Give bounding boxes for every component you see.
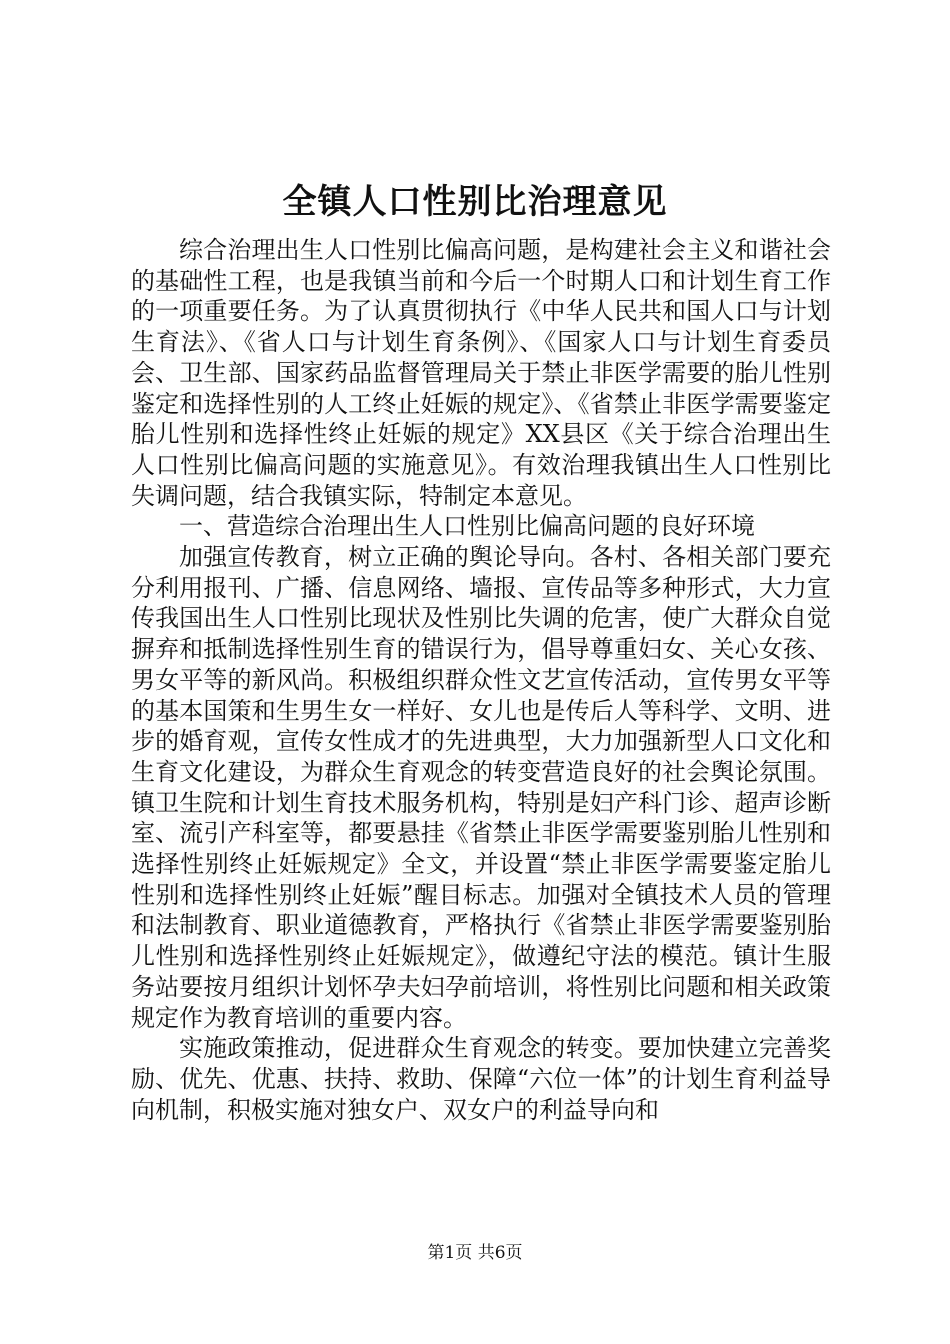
document-body (131, 235, 831, 1125)
paragraph-intro: 综合治理出生人口性别比偏高问题，是构建社会主义和谐社会的基础性工程，也是我镇当前和今后一个时期人口和计划生育工作的一项重要任务。为了认真贯彻执行《中华人民共和国人口与计划生育法》、《省人口与计划生育条例》、《国家人口与计划生育委员会、卫生部、国家药品监督管理局关于禁止非医学需要的胎儿性别鉴定和选择性别的人工终止妊娠的规定》、《省禁止非医学需要鉴定胎儿性别和选择性终止妊娠的规定》XX县区《关于综合治理出生人口性别比偏高问题的实施意见》。有效治理我镇出生人口性别比失调问题，结合我镇实际，特制定本意见。 (131, 236, 831, 510)
document-title: 全镇人口性别比治理意见 (282, 182, 668, 222)
paragraph-publicity: 加强宣传教育，树立正确的舆论导向。各村、各相关部门要充分利用报刊、广播、信息网络、墙报、宣传品等多种形式，大力宣传我国出生人口性别比现状及性别比失调的危害，使广大群众自觉摒弃和抵制选择性别生育的错误行为，倡导尊重妇女、关心女孩、男女平等的新风尚。积极组织群众性文艺宣传活动，宣传男女平等的基本国策和生男生女一样好、女儿也是传后人等科学、文明、进步的婚育观，宣传女性成才的先进典型，大力加强新型人口文化和生育文化建设，为群众生育观念的转变营造良好的社会舆论氛围。镇卫生院和计划生育技术服务机构，特别是妇产科门诊、超声诊断室、流引产科室等，都要悬挂《省禁止非医学需要鉴别胎儿性别和选择性别终止妊娠规定》全文，并设置“禁止非医学需要鉴定胎儿性别和选择性别终止妊娠”醒目标志。加强对全镇技术人员的管理和法制教育、职业道德教育，严格执行《省禁止非医学需要鉴别胎儿性别和选择性别终止妊娠规定》，做遵纪守法的模范。镇计生服务站要按月组织计划怀孕夫妇孕前培训，将性别比问题和相关政策规定作为教育培训的重要内容。 (131, 543, 831, 1032)
section-heading-1: 一、营造综合治理出生人口性别比偏高问题的良好环境 (179, 512, 755, 541)
paragraph-policy: 实施政策推动，促进群众生育观念的转变。要加快建立完善奖励、优先、优惠、扶持、救助、保障“六位一体”的计划生育利益导向机制，积极实施对独女户、双女户的利益导向和 (131, 1034, 831, 1124)
page-footer: 第1页 共6页 (427, 1243, 523, 1263)
